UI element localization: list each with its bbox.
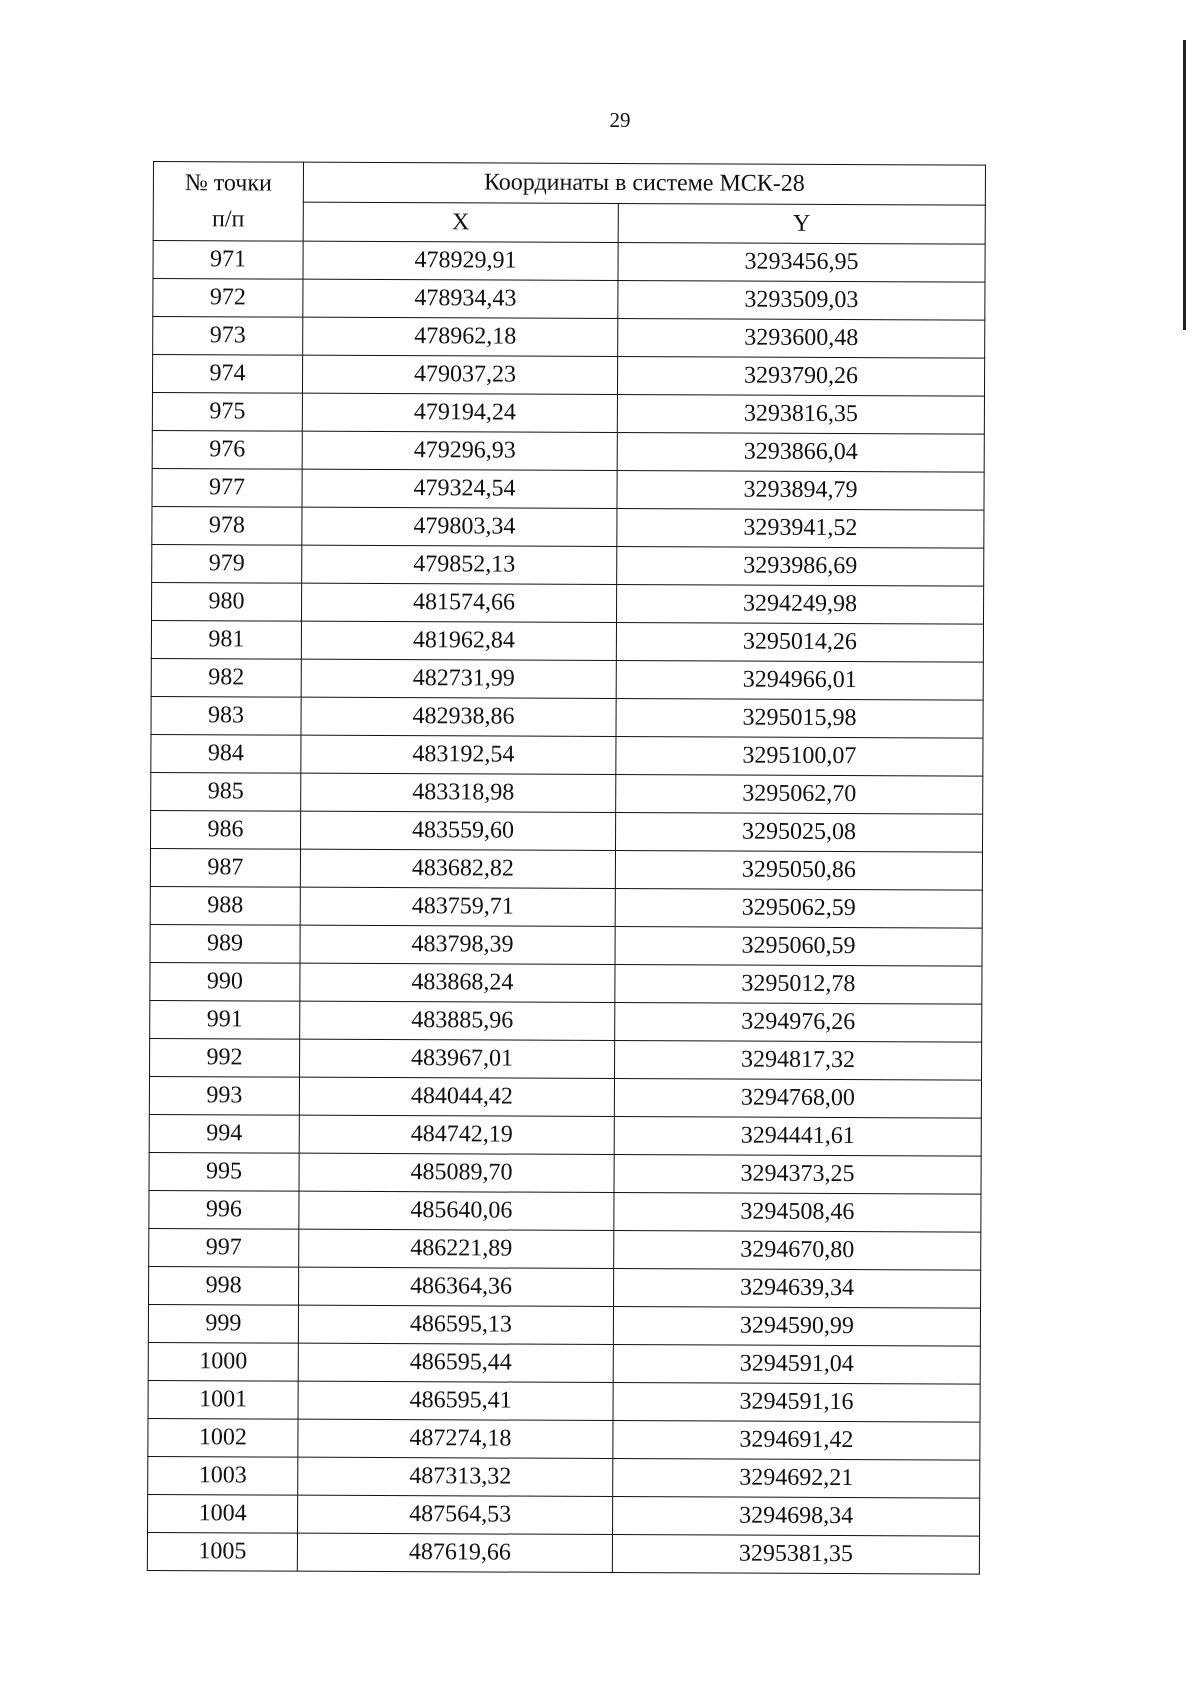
x-coordinate-cell: 483967,01: [300, 1039, 615, 1078]
y-coordinate-cell: 3293456,95: [618, 243, 985, 283]
table-row: [150, 1038, 982, 1080]
y-coordinate-cell: 3294817,32: [615, 1041, 982, 1081]
y-coordinate-cell: 3293866,04: [617, 433, 984, 473]
x-coordinate-cell: 487564,53: [298, 1495, 613, 1534]
x-coordinate-cell: 485089,70: [299, 1153, 614, 1192]
x-coordinate-cell: 478929,91: [303, 241, 618, 280]
y-coordinate-cell: 3293600,48: [618, 319, 985, 359]
point-number-cell: 999: [148, 1304, 298, 1343]
y-coordinate-cell: 3295100,07: [616, 737, 983, 777]
x-coordinate-cell: 483559,60: [300, 811, 615, 850]
point-number-cell: 979: [152, 544, 302, 583]
table-row: [148, 1456, 980, 1498]
header-point-number: № точки п/п: [153, 162, 303, 242]
y-coordinate-cell: 3295050,86: [615, 851, 982, 891]
point-number-cell: 992: [150, 1038, 300, 1077]
point-number-cell: 985: [151, 772, 301, 811]
point-number-cell: 995: [149, 1152, 299, 1191]
table-row: [153, 317, 985, 359]
table-row: [151, 772, 983, 814]
x-coordinate-cell: 479194,24: [302, 393, 617, 432]
table-row: [150, 886, 982, 928]
table-row: [153, 279, 985, 321]
page-number: 29: [609, 108, 631, 132]
table-row: [152, 544, 984, 586]
y-coordinate-cell: 3294768,00: [614, 1079, 981, 1119]
y-coordinate-cell: 3294441,61: [614, 1117, 981, 1157]
point-number-cell: 1002: [148, 1418, 298, 1457]
header-coords-title: Координаты в системе МСК-28: [303, 162, 985, 204]
x-coordinate-cell: 478934,43: [303, 279, 618, 318]
table-row: [151, 620, 983, 662]
y-coordinate-cell: 3294591,16: [613, 1383, 980, 1423]
x-coordinate-cell: 484044,42: [299, 1077, 614, 1116]
point-number-cell: 984: [151, 734, 301, 773]
y-coordinate-cell: 3294976,26: [615, 1003, 982, 1043]
y-coordinate-cell: 3295381,35: [612, 1535, 979, 1575]
table-row: [149, 1152, 981, 1194]
x-coordinate-cell: 487619,66: [297, 1533, 612, 1572]
table-row: [149, 1228, 981, 1270]
table-row: [150, 924, 982, 966]
y-coordinate-cell: 3295062,59: [615, 889, 982, 929]
point-number-cell: 990: [150, 962, 300, 1001]
table-row: [151, 696, 983, 738]
table-row: [151, 810, 983, 852]
y-coordinate-cell: 3294639,34: [614, 1269, 981, 1309]
table-row: [152, 355, 984, 397]
point-number-cell: 1003: [148, 1456, 298, 1495]
y-coordinate-cell: 3294691,42: [613, 1421, 980, 1461]
table-row: [150, 962, 982, 1004]
point-number-cell: 978: [152, 506, 302, 545]
y-coordinate-cell: 3293941,52: [617, 509, 984, 549]
table-row: [148, 1304, 980, 1346]
table-row: [152, 506, 984, 548]
point-number-cell: 974: [152, 355, 302, 394]
point-number-cell: 1004: [148, 1494, 298, 1533]
table-row: [152, 468, 984, 510]
x-coordinate-cell: 486364,36: [299, 1267, 614, 1306]
table-row: [151, 734, 983, 776]
point-number-cell: 972: [153, 279, 303, 318]
table-row: [151, 658, 983, 700]
table-row: [148, 1342, 980, 1384]
point-number-cell: 991: [150, 1000, 300, 1039]
x-coordinate-cell: 487313,32: [298, 1457, 613, 1496]
x-coordinate-cell: 479803,34: [302, 507, 617, 546]
x-coordinate-cell: 481962,84: [301, 621, 616, 660]
table-row: [147, 1532, 979, 1574]
header-x: X: [303, 202, 618, 243]
point-number-cell: 976: [152, 430, 302, 469]
table-row: [149, 1190, 981, 1232]
x-coordinate-cell: 486595,41: [298, 1381, 613, 1420]
y-coordinate-cell: 3293509,03: [618, 281, 985, 321]
x-coordinate-cell: 483759,71: [300, 887, 615, 926]
x-coordinate-cell: 479037,23: [302, 355, 617, 394]
point-number-cell: 989: [150, 924, 300, 963]
table-row: [148, 1418, 980, 1460]
table-row: [152, 392, 984, 434]
point-number-cell: 982: [151, 658, 301, 697]
x-coordinate-cell: 483885,96: [300, 1001, 615, 1040]
x-coordinate-cell: 479852,13: [302, 545, 617, 584]
point-number-cell: 993: [149, 1076, 299, 1115]
table-row: [149, 1114, 981, 1156]
point-number-cell: 997: [149, 1228, 299, 1267]
x-coordinate-cell: 479296,93: [302, 431, 617, 470]
x-coordinate-cell: 486221,89: [299, 1229, 614, 1268]
point-number-cell: 977: [152, 468, 302, 507]
point-number-cell: 986: [151, 810, 301, 849]
x-coordinate-cell: 479324,54: [302, 469, 617, 508]
y-coordinate-cell: 3295062,70: [616, 775, 983, 815]
y-coordinate-cell: 3293790,26: [617, 357, 984, 397]
y-coordinate-cell: 3295060,59: [615, 927, 982, 967]
y-coordinate-cell: 3294966,01: [616, 661, 983, 701]
x-coordinate-cell: 487274,18: [298, 1419, 613, 1458]
point-number-cell: 1001: [148, 1380, 298, 1419]
table-row: [149, 1076, 981, 1118]
table-row: [153, 241, 985, 283]
point-number-cell: 988: [150, 886, 300, 925]
table-row: [150, 848, 982, 890]
x-coordinate-cell: 484742,19: [299, 1115, 614, 1154]
x-coordinate-cell: 478962,18: [303, 317, 618, 356]
point-number-cell: 980: [151, 582, 301, 621]
y-coordinate-cell: 3294698,34: [613, 1497, 980, 1537]
point-number-cell: 975: [152, 392, 302, 431]
point-number-cell: 1005: [147, 1532, 297, 1571]
table-row: [149, 1266, 981, 1308]
x-coordinate-cell: 486595,13: [298, 1305, 613, 1344]
point-number-cell: 1000: [148, 1342, 298, 1381]
table-row: [148, 1380, 980, 1422]
y-coordinate-cell: 3295015,98: [616, 699, 983, 739]
point-number-cell: 973: [153, 317, 303, 356]
y-coordinate-cell: 3294692,21: [613, 1459, 980, 1499]
y-coordinate-cell: 3294249,98: [616, 585, 983, 625]
x-coordinate-cell: 483868,24: [300, 963, 615, 1002]
point-number-cell: 987: [150, 848, 300, 887]
y-coordinate-cell: 3293986,69: [617, 547, 984, 587]
point-number-cell: 981: [151, 620, 301, 659]
y-coordinate-cell: 3293816,35: [617, 395, 984, 435]
x-coordinate-cell: 482731,99: [301, 659, 616, 698]
scan-edge-mark: [1183, 40, 1186, 330]
x-coordinate-cell: 483192,54: [301, 735, 616, 774]
y-coordinate-cell: 3294373,25: [614, 1155, 981, 1195]
table-row: [148, 1494, 980, 1536]
y-coordinate-cell: 3295025,08: [615, 813, 982, 853]
x-coordinate-cell: 486595,44: [298, 1343, 613, 1382]
x-coordinate-cell: 482938,86: [301, 697, 616, 736]
y-coordinate-cell: 3294591,04: [613, 1345, 980, 1385]
coordinates-table: [147, 161, 986, 1575]
point-number-cell: 983: [151, 696, 301, 735]
y-coordinate-cell: 3294508,46: [614, 1193, 981, 1233]
y-coordinate-cell: 3294670,80: [614, 1231, 981, 1271]
y-coordinate-cell: 3295012,78: [615, 965, 982, 1005]
x-coordinate-cell: 483682,82: [300, 849, 615, 888]
x-coordinate-cell: 483798,39: [300, 925, 615, 964]
table-row: [152, 430, 984, 472]
point-number-cell: 971: [153, 241, 303, 280]
point-number-cell: 996: [149, 1190, 299, 1229]
x-coordinate-cell: 483318,98: [301, 773, 616, 812]
y-coordinate-cell: 3293894,79: [617, 471, 984, 511]
x-coordinate-cell: 485640,06: [299, 1191, 614, 1230]
header-y: Y: [618, 203, 985, 244]
point-number-cell: 998: [149, 1266, 299, 1305]
table-row: [151, 582, 983, 624]
table-body: [147, 241, 985, 1575]
point-number-cell: 994: [149, 1114, 299, 1153]
table-row: [150, 1000, 982, 1042]
y-coordinate-cell: 3294590,99: [613, 1307, 980, 1347]
x-coordinate-cell: 481574,66: [301, 583, 616, 622]
y-coordinate-cell: 3295014,26: [616, 623, 983, 663]
